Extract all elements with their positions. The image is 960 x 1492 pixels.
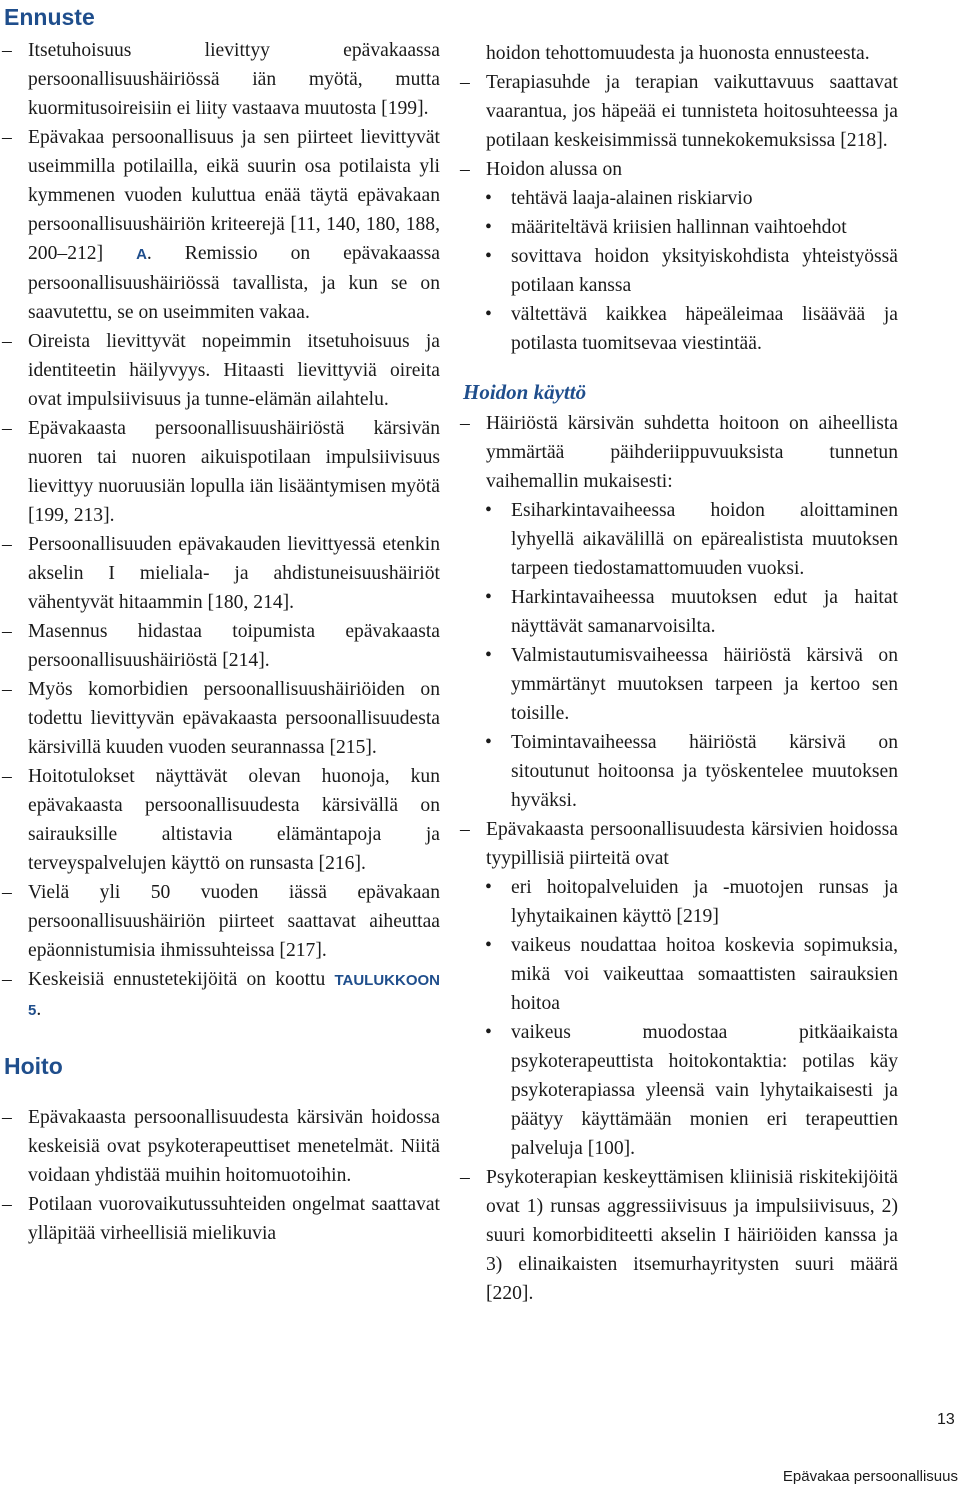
bullet-item: • Valmistautumisvaiheessa häiriöstä kärsivä on ymmärtänyt muutoksen tarpeen ja kertoo sen toisille. [458,641,898,728]
list-item: – Itsetuhoisuus lievittyy epävakaassa persoonallisuushäiriössä iän myötä, mutta kuormitusoireisiin ei liity vastaava muutosta [199]. [0,36,440,123]
bullet-marker: • [485,1022,492,1043]
bullet-marker: • [485,732,492,753]
list-item: – Epävakaasta persoonallisuudesta kärsivän hoidossa keskeisiä ovat psykoterapeuttiset menetelmät. Niitä voidaan yhdistää muihin hoitomuotoihin. [0,1103,440,1190]
bullet-item: • Esiharkintavaiheessa hoidon aloittaminen lyhyellä aikavälillä on epärealistista muutoksen tarpeen tiedostamattomuuden vuoksi. [458,496,898,583]
dash-marker: – [2,1107,12,1128]
bullet-marker: • [485,188,492,209]
bullet-marker: • [485,877,492,898]
hoidon-kaytto-list-2 [458,815,898,873]
vaihemalli-bullets [458,496,898,815]
list-item-continuation: hoidon tehottomuudesta ja huonosta ennusteesta. [486,43,870,64]
bullet-item: • määriteltävä kriisien hallinnan vaihtoehdot [458,213,898,242]
list-item: – Vielä yli 50 vuoden iässä epävakaan persoonallisuushäiriön piirteet saattavat aiheuttaa epäonnistumisia ihmissuhteissa [217]. [0,878,440,965]
bullet-item: • vaikeus noudattaa hoitoa koskevia sopimuksia, mikä voi vaikeuttaa somaattisten sairauksien hoitoa [458,931,898,1018]
list-item: – Keskeisiä ennustetekijöitä on koottu TAULUKKOON 5. [0,965,440,1025]
dash-marker: – [2,418,12,439]
table-reference-link[interactable]: TAULUKKOON 5 [28,972,440,1019]
bullet-item: • sovittava hoidon yksityiskohdista yhteistyössä potilaan kanssa [458,242,898,300]
dash-marker: – [2,331,12,352]
list-item: – Persoonallisuuden epävakauden lievittyessä etenkin akselin I mieliala- ja ahdistuneisuushäiriöt vähentyvät hitaammin [180, 214]. [0,530,440,617]
dash-marker: – [2,766,12,787]
bullet-item: • vältettävä kaikkea häpeäleimaa lisäävää ja potilasta tuomitsevaa viestintää. [458,300,898,358]
left-column [0,0,440,1248]
evidence-grade-a: A [136,246,147,263]
list-item: – Oireista lievittyvät nopeimmin itsetuhoisuus ja identiteetin häilyvyys. Hitaasti lievittyviä oireita ovat impulsiivisuus ja tunne-elämän ailahtelu. [0,327,440,414]
bullet-marker: • [485,500,492,521]
bullet-marker: • [485,217,492,238]
dash-marker: – [2,127,12,148]
footer-title: Epävakaa persoonallisuus [782,1468,958,1485]
piirteet-bullets [458,873,898,1163]
section-heading-ennuste: Ennuste [4,4,95,30]
ennuste-list [0,36,440,1025]
right-column [458,39,898,1308]
dash-marker: – [460,1167,470,1188]
dash-marker: – [460,413,470,434]
list-item: – Terapiasuhde ja terapian vaikuttavuus saattavat vaarantua, jos häpeää ei tunnisteta hoitosuhteessa ja potilaan keskeisimmissä tunnekokemuksissa [218]. [458,68,898,155]
bullet-marker: • [485,246,492,267]
bullet-marker: • [485,935,492,956]
bullet-marker: • [485,645,492,666]
section-heading-hoito: Hoito [4,1053,63,1079]
hoito-list [0,1103,440,1248]
dash-marker: – [460,159,470,180]
hoidon-alussa-bullets [458,184,898,358]
dash-marker: – [2,679,12,700]
list-item: – Masennus hidastaa toipumista epävakaasta persoonallisuushäiriöstä [214]. [0,617,440,675]
dash-marker: – [2,1194,12,1215]
hoidon-kaytto-list [458,409,898,496]
list-item: – Myös komorbidien persoonallisuushäiriöiden on todettu lievittyvän epävakaasta persoonallisuudesta kärsivillä kuuden vuoden seurannassa [215]. [0,675,440,762]
bullet-item: • Harkintavaiheessa muutoksen edut ja haitat näyttävät samanarvoisilta. [458,583,898,641]
list-item: – Epävakaa persoonallisuus ja sen piirteet lievittyvät useimmilla potilailla, eikä suurin osa potilaista yli kymmenen vuoden kuluttua enää täytä epävakaan persoonallisuushäiriön kriteerejä [11, 140, 180, 188, 200–212] A. Remissio on epävakaassa persoonallisuushäiriössä tavallista, ja kun se on saavutettu, se on useimmiten vakaa. [0,123,440,327]
list-item: – Häiriöstä kärsivän suhdetta hoitoon on aiheellista ymmärtää päihderiippuvuuksista tunnetun vaihemallin mukaisesti: [458,409,898,496]
list-item: – Psykoterapian keskeyttämisen kliinisiä riskitekijöitä ovat 1) runsas aggressiivisuus ja impulsiivisuus, 2) suuri komorbiditeetti akselin I häiriöiden kanssa ja 3) elinaikaisten itsemurhayritysten suuri määrä [220]. [458,1163,898,1308]
bullet-item: • vaikeus muodostaa pitkäaikaista psykoterapeuttista hoitokontaktia: potilas käy psykoterapiassa yleensä vain lyhytaikaisesti ja päätyy käyttämään monien eri terapeuttien palveluja [100]. [458,1018,898,1163]
dash-marker: – [2,969,12,990]
list-item: – Potilaan vuorovaikutussuhteiden ongelmat saattavat ylläpitää virheellisiä mielikuvia [0,1190,440,1248]
hoito-continued-list [458,39,898,184]
bullet-item: • eri hoitopalveluiden ja -muotojen runsas ja lyhytaikainen käyttö [219] [458,873,898,931]
page-number: 13 [937,1411,955,1428]
bullet-item: • Toimintavaiheessa häiriöstä kärsivä on sitoutunut hoitoonsa ja työskentelee muutoksen hyväksi. [458,728,898,815]
list-item: – Epävakaasta persoonallisuudesta kärsivien hoidossa tyypillisiä piirteitä ovat [458,815,898,873]
dash-marker: – [460,72,470,93]
list-item: – Hoitotulokset näyttävät olevan huonoja, kun epävakaasta persoonallisuudesta kärsivällä on sairauksille altistavia elämäntapoja ja terveyspalvelujen käyttö on runsasta [216]. [0,762,440,878]
list-item: – Hoidon alussa on [458,155,898,184]
bullet-marker: • [485,587,492,608]
dash-marker: – [2,40,12,61]
bullet-item: • tehtävä laaja-alainen riskiarvio [458,184,898,213]
dash-marker: – [2,882,12,903]
list-item: – Epävakaasta persoonallisuushäiriöstä kärsivän nuoren tai nuoren aikuispotilaan impulsiivisuus lievittyy nuoruusiän lopulla iän lisääntymisen myötä [199, 213]. [0,414,440,530]
subheading-hoidon-kaytto: Hoidon käyttö [463,380,587,404]
dash-marker: – [460,819,470,840]
dash-marker: – [2,534,12,555]
hoidon-kaytto-list-3 [458,1163,898,1308]
bullet-marker: • [485,304,492,325]
dash-marker: – [2,621,12,642]
